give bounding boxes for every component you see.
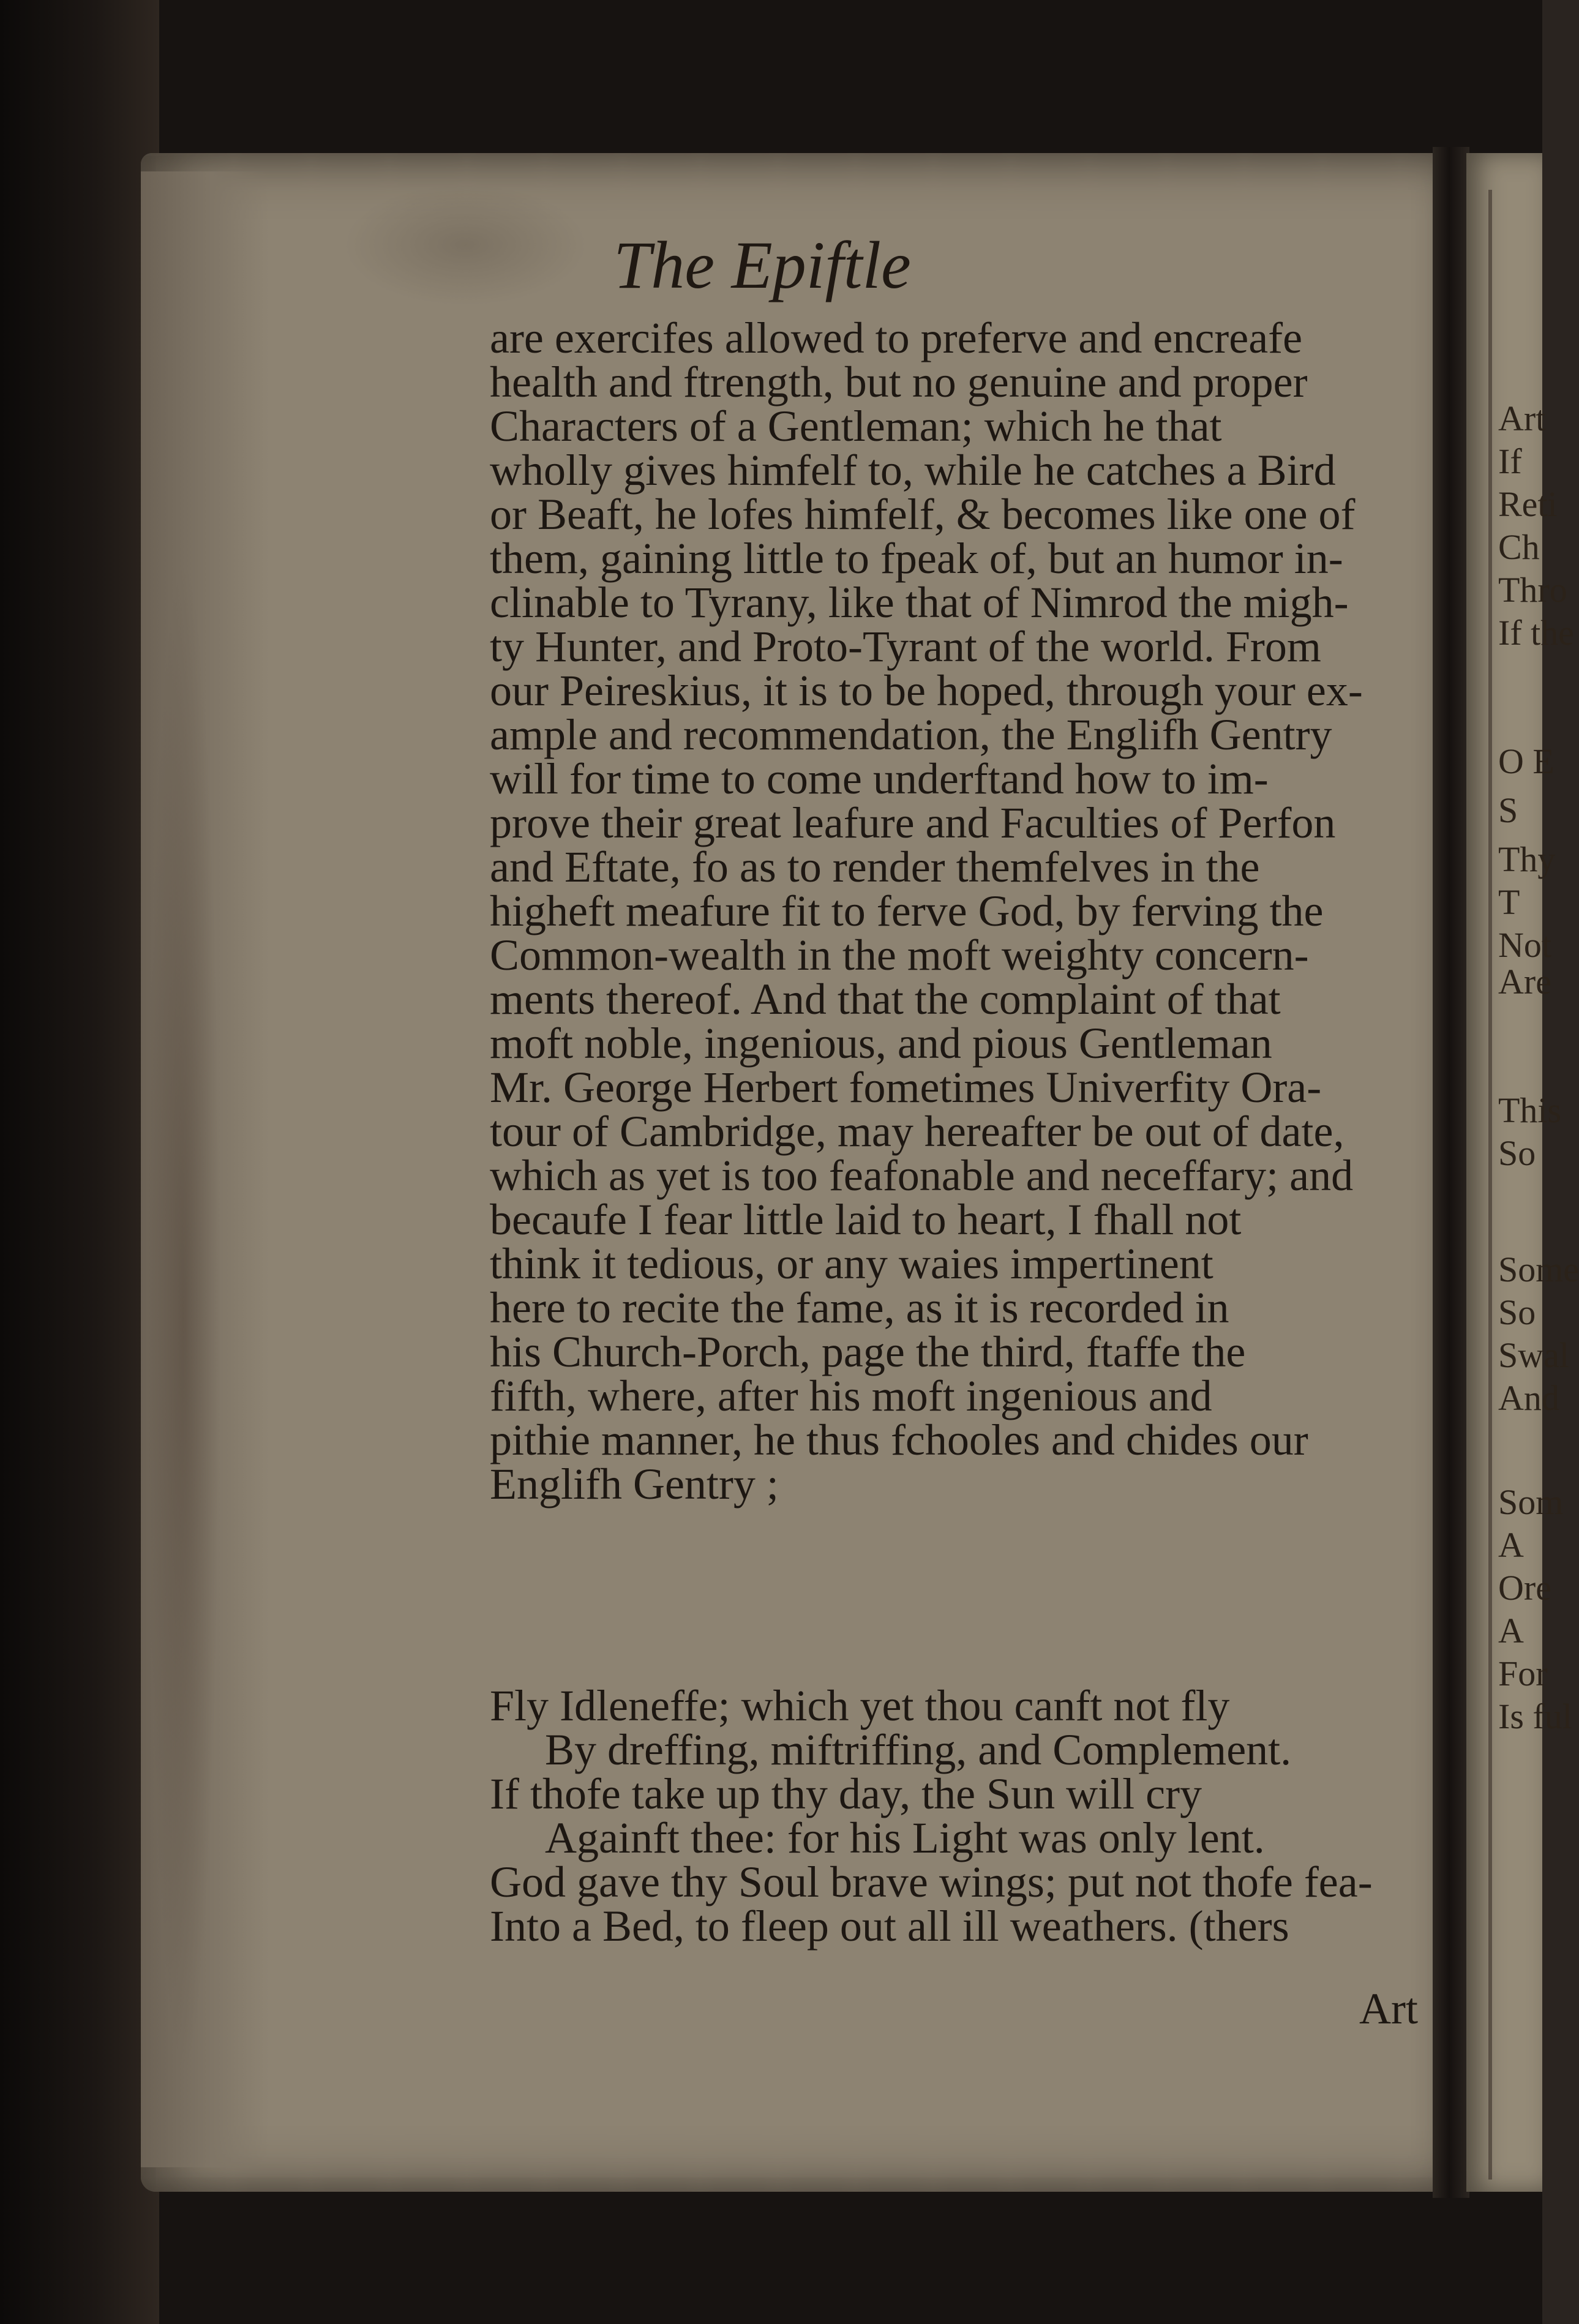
running-header: The Epiftle — [613, 228, 911, 302]
text-line: think it tedious, or any waies impertinent — [490, 1239, 1213, 1288]
text-line: Characters of a Gentleman; which he that — [490, 402, 1222, 451]
text-line: clinable to Tyrany, like that of Nimrod the migh- — [490, 578, 1349, 627]
fragment-line: So — [1498, 1133, 1536, 1173]
fragment-line: Is ful — [1498, 1696, 1572, 1736]
text-line: wholly gives himfelf to, while he catches a Bird — [490, 446, 1336, 495]
verse-line: Againft thee: for his Light was only lent. — [545, 1813, 1265, 1862]
text-line: ments thereof. And that the complaint of that — [490, 975, 1281, 1024]
text-line: ty Hunter, and Proto-Tyrant of the world. From — [490, 622, 1321, 671]
fragment-line: Som — [1498, 1482, 1564, 1522]
facing-page-fragment — [1466, 153, 1579, 2192]
fragment-line: T — [1498, 882, 1520, 922]
fragment-line: So — [1498, 1292, 1536, 1332]
text-line: will for time to come underftand how to im- — [490, 754, 1269, 803]
text-line: health and ftrength, but no genuine and proper — [490, 358, 1308, 407]
text-line: here to recite the fame, as it is recorded in — [490, 1283, 1229, 1332]
fragment-line: Art — [1498, 399, 1546, 438]
fragment-line: If the — [1498, 613, 1574, 653]
page-stain — [343, 184, 588, 306]
fragment-line: A — [1498, 1611, 1524, 1651]
fragment-line: For — [1498, 1654, 1548, 1693]
text-line: Common-wealth in the moft weighty concern- — [490, 931, 1309, 980]
verse-line: God gave thy Soul brave wings; put not thofe fea- — [490, 1857, 1373, 1906]
text-line: pithie manner, he thus fchooles and chides our — [490, 1415, 1308, 1464]
text-line: Englifh Gentry ; — [490, 1460, 779, 1509]
fragment-line: Reti — [1498, 484, 1558, 524]
fragment-line: Some — [1498, 1250, 1579, 1289]
fragment-line: O E — [1498, 741, 1555, 781]
text-line: becaufe I fear little laid to heart, I fhall not — [490, 1195, 1242, 1244]
body-paragraph — [490, 313, 1396, 1509]
fragment-line: Ch — [1498, 527, 1540, 567]
fragment-line: This — [1498, 1090, 1562, 1130]
text-line: them, gaining little to fpeak of, but an humor in- — [490, 534, 1343, 583]
text-line: prove their great leafure and Faculties of Perfon — [490, 798, 1336, 847]
fragment-line: S — [1498, 790, 1518, 830]
text-line: fifth, where, after his moft ingenious and — [490, 1371, 1212, 1420]
fragment-line: Are — [1498, 962, 1551, 1002]
fragment-line: If — [1498, 441, 1522, 481]
fragment-line: A — [1498, 1525, 1524, 1565]
left-binding-shadow — [0, 0, 159, 2324]
text-line: our Peireskius, it is to be hoped, through your ex- — [490, 666, 1363, 715]
fragment-line: Not — [1498, 925, 1551, 965]
verse-line: Fly Idleneffe; which yet thou canft not fly — [490, 1681, 1230, 1730]
fragment-line: And — [1498, 1378, 1559, 1418]
facing-page-rule — [1488, 190, 1492, 2180]
fragment-line: Thro — [1498, 570, 1567, 610]
text-line: or Beaft, he lofes himfelf, & becomes like one of — [490, 490, 1356, 539]
text-line: moft noble, ingenious, and pious Gentleman — [490, 1019, 1272, 1068]
fragment-line: Thy — [1498, 839, 1556, 879]
verse-line: If thofe take up thy day, the Sun will cry — [490, 1769, 1202, 1818]
text-line: his Church-Porch, page the third, ftaffe the — [490, 1327, 1246, 1376]
quoted-verse — [490, 1681, 1396, 1951]
text-line: are exercifes allowed to preferve and encreafe — [490, 313, 1303, 362]
page-stain — [147, 551, 220, 2082]
text-line: and Eftate, fo as to render themfelves in the — [490, 842, 1260, 891]
catchword: Art — [1359, 1984, 1418, 2033]
fragment-line: Swal — [1498, 1335, 1569, 1375]
verse-line: Into a Bed, to fleep out all ill weathers. (thers — [490, 1902, 1289, 1951]
text-line: tour of Cambridge, may hereafter be out of date, — [490, 1107, 1345, 1156]
text-line: Mr. George Herbert fometimes Univerfity Ora- — [490, 1063, 1322, 1112]
fragment-line: Ore — [1498, 1568, 1551, 1608]
gutter — [1433, 147, 1469, 2198]
verse-line: By dreffing, miftriffing, and Complement. — [545, 1725, 1292, 1774]
text-line: higheft meafure fit to ferve God, by ferving the — [490, 886, 1324, 935]
text-line: ample and recommendation, the Englifh Gentry — [490, 710, 1332, 759]
text-line: which as yet is too feafonable and neceffary; and — [490, 1151, 1354, 1200]
